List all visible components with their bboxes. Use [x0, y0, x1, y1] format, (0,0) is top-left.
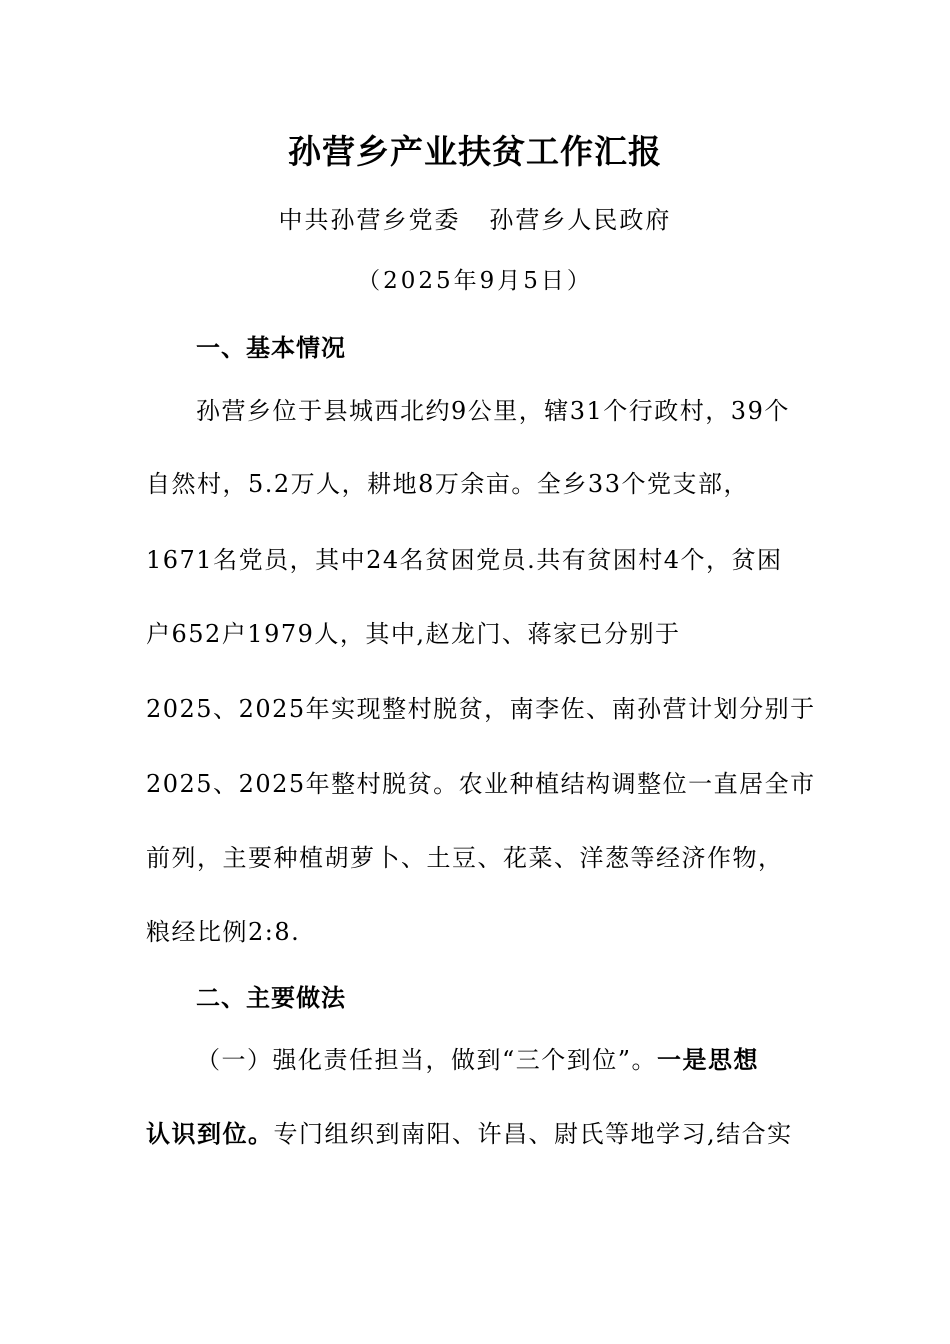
- paragraph-line: [146, 1114, 793, 1149]
- subsection-lead-text: （一）强化责任担当，做到“三个到位”。: [196, 1046, 658, 1074]
- paragraph-line: 粮经比例2:8.: [146, 918, 301, 946]
- section-heading-basic-situation: 一、基本情况: [196, 334, 346, 362]
- bold-emphasis-text: 一是思想: [657, 1046, 760, 1074]
- document-issuer: 中共孙营乡党委 孙营乡人民政府: [278, 206, 672, 234]
- section-heading-main-practices: 二、主要做法: [196, 984, 346, 1012]
- document-title: 孙营乡产业扶贫工作汇报: [288, 132, 662, 171]
- paragraph-line: [196, 1040, 759, 1075]
- paragraph-line: 孙营乡位于县城西北约9公里，辖31个行政村，39个: [196, 397, 790, 425]
- paragraph-line: 自然村，5.2万人，耕地8万余亩。全乡33个党支部，: [146, 470, 749, 498]
- paragraph-line: 2025、2025年实现整村脱贫，南李佐、南孙营计划分别于: [146, 695, 816, 723]
- paragraph-line: 1671名党员，其中24名贫困党员.共有贫困村4个，贫困: [146, 546, 783, 574]
- bold-emphasis-text: 认识到位。: [146, 1120, 274, 1148]
- paragraph-text: 专门组织到南阳、许昌、尉氏等地学习,结合实: [273, 1120, 793, 1148]
- paragraph-line: 户652户1979人，其中,赵龙门、蒋家已分别于: [146, 620, 681, 648]
- document-date: （2025年9月5日）: [357, 268, 593, 294]
- paragraph-line: 前列，主要种植胡萝卜、土豆、花菜、洋葱等经济作物，: [146, 844, 784, 872]
- paragraph-line: 2025、2025年整村脱贫。农业种植结构调整位一直居全市: [146, 770, 816, 798]
